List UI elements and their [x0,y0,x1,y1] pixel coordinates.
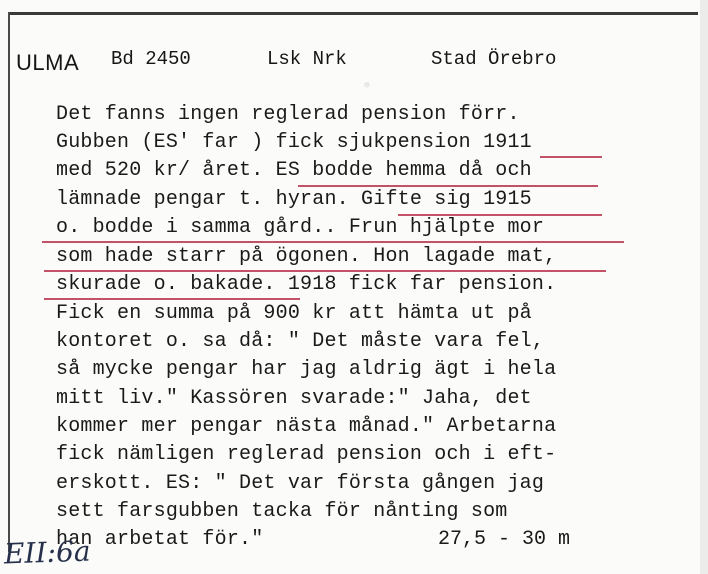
underline-mark [42,241,624,243]
underline-mark [44,298,300,300]
header-lsk: Lsk Nrk [267,48,347,70]
body-line: som hade starr på ögonen. Hon lagade mat, [56,245,557,268]
body-line: erskott. ES: " Det var första gången jag [56,472,545,495]
underline-mark [44,270,606,272]
header-stad: Stad Örebro [431,48,557,70]
body-line: med 520 kr/ året. ES bodde hemma då och [56,159,532,182]
body-line: så mycke pengar har jag aldrig ägt i hela [56,358,557,381]
show-through-text: · [360,60,374,111]
body-line: Det fanns ingen reglerad pension förr. [56,103,520,126]
body-line: han arbetat för." [56,528,264,551]
body-line: Gubben (ES' far ) fick sjukpension 1911 [56,131,532,154]
body-line: fick nämligen reglerad pension och i eft- [56,443,557,466]
measure-label: 27,5 - 30 m [438,528,571,551]
header-bd-number: Bd 2450 [111,48,191,70]
body-line: kontoret o. sa då: " Det måste vara fel, [56,330,545,353]
body-line: kommer mer pengar nästa månad." Arbetarna [56,415,557,438]
underline-mark [298,185,598,187]
body-line: sett farsgubben tacka för nånting som [56,500,508,523]
underline-mark [540,156,602,158]
body-line: mitt liv." Kassören svarade:" Jaha, det [56,387,532,410]
body-line: o. bodde i samma gård.. Frun hjälpte mor [56,216,545,239]
body-line: Fick en summa på 900 kr att hämta ut på [56,302,532,325]
underline-mark [398,214,602,216]
body-line: skurade o. bakade. 1918 fick far pension. [56,273,557,296]
archive-code-handwritten: EII:6a [3,534,92,571]
body-line: lämnade pengar t. hyran. Gifte sig 1915 [56,188,532,211]
header-name: ULMA [16,50,80,75]
